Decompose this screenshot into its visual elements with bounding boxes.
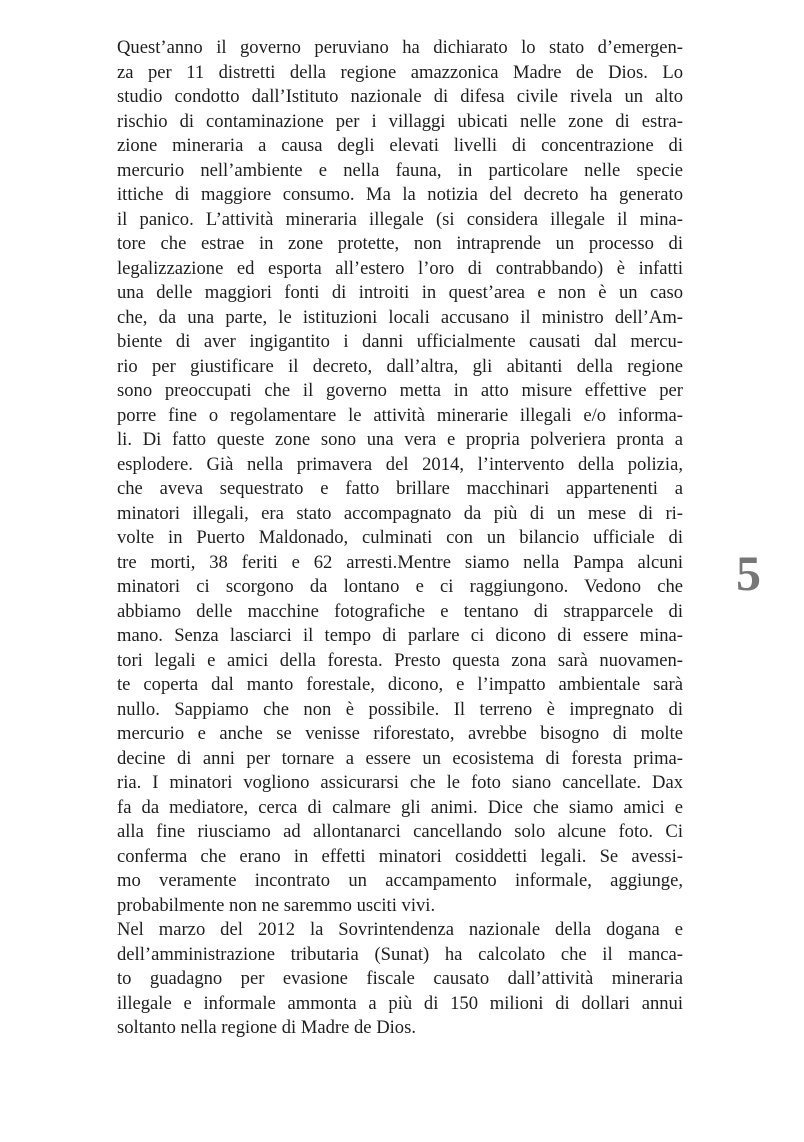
- text-line: una delle maggiori fonti di introiti in quest’area e non è un caso: [117, 282, 683, 303]
- text-line: te coperta dal manto forestale, dicono, e l’impatto ambientale sarà: [117, 674, 683, 695]
- text-line: minatori illegali, era stato accompagnato da più di un mese di ri-: [117, 502, 683, 524]
- text-line: legalizzazione ed esporta all’estero l’oro di contrabbando) è infatti: [117, 257, 683, 279]
- text-line: tre morti, 38 feriti e 62 arresti.Mentre siamo nella Pampa alcuni: [117, 551, 683, 573]
- text-line: il panico. L’attività mineraria illegale (si considera illegale il mina-: [117, 208, 683, 230]
- text-line: rischio di contaminazione per i villaggi ubicati nelle zone di estra-: [117, 110, 683, 132]
- text-line: to guadagno per evasione fiscale causato dall’attività mineraria: [117, 968, 683, 989]
- text-line: probabilmente non ne saremmo usciti vivi.: [117, 894, 436, 916]
- text-line: volte in Puerto Maldonado, culminati con un bilancio ufficiale di: [117, 527, 683, 548]
- text-line: decine di anni per tornare a essere un ecosistema di foresta prima-: [117, 747, 683, 769]
- text-line: za per 11 distretti della regione amazzonica Madre de Dios. Lo: [117, 61, 683, 83]
- text-line: ria. I minatori vogliono assicurarsi che le foto siano cancellate. Dax: [117, 772, 683, 793]
- page-number: 5: [736, 545, 761, 601]
- text-line: mercurio e anche se venisse riforestato, avrebbe bisogno di molte: [117, 723, 683, 744]
- text-line: dell’amministrazione tributaria (Sunat) ha calcolato che il manca-: [117, 943, 683, 965]
- text-line: sono preoccupati che il governo metta in atto misure effettive per: [117, 380, 683, 401]
- text-line: tore che estrae in zone protette, non intraprende un processo di: [117, 233, 683, 254]
- text-line: fa da mediatore, cerca di calmare gli animi. Dice che siamo amici e: [117, 796, 683, 818]
- text-line: alla fine riusciamo ad allontanarci cancellando solo alcune foto. Ci: [117, 821, 683, 842]
- text-line: porre fine o regolamentare le attività minerarie illegali e/o informa-: [117, 404, 683, 426]
- text-line: rio per giustificare il decreto, dall’altra, gli abitanti della regione: [117, 355, 683, 377]
- text-line: abbiamo delle macchine fotografiche e tentano di strapparcele di: [117, 600, 683, 622]
- text-line: minatori ci scorgono da lontano e ci raggiungono. Vedono che: [117, 576, 683, 597]
- text-line: li. Di fatto queste zone sono una vera e propria polveriera pronta a: [117, 429, 683, 450]
- text-line: che, da una parte, le istituzioni locali accusano il ministro dell’Am-: [117, 306, 683, 328]
- text-line: esplodere. Già nella primavera del 2014, l’intervento della polizia,: [117, 453, 683, 475]
- text-line: illegale e informale ammonta a più di 150 milioni di dollari annui: [117, 992, 683, 1014]
- text-line: ittiche di maggiore consumo. Ma la notizia del decreto ha generato: [117, 184, 683, 205]
- text-line: biente di aver ingigantito i danni ufficialmente causati dal mercu-: [117, 331, 683, 352]
- text-line: conferma che erano in effetti minatori cosiddetti legali. Se avessi-: [117, 845, 683, 867]
- text-line: soltanto nella regione di Madre de Dios.: [117, 1017, 416, 1038]
- text-line: nullo. Sappiamo che non è possibile. Il terreno è impregnato di: [117, 698, 683, 720]
- body-text: [117, 36, 683, 1041]
- text-line: mercurio nell’ambiente e nella fauna, in particolare nelle specie: [117, 159, 683, 181]
- text-line: mo veramente incontrato un accampamento informale, aggiunge,: [117, 870, 683, 891]
- text-line: che aveva sequestrato e fatto brillare macchinari appartenenti a: [117, 478, 683, 499]
- text-line: Nel marzo del 2012 la Sovrintendenza nazionale della dogana e: [117, 919, 683, 940]
- text-line: tori legali e amici della foresta. Presto questa zona sarà nuovamen-: [117, 649, 683, 671]
- text-line: mano. Senza lasciarci il tempo di parlare ci dicono di essere mina-: [117, 625, 683, 646]
- text-line: zione mineraria a causa degli elevati livelli di concentrazione di: [117, 135, 683, 156]
- text-line: Quest’anno il governo peruviano ha dichiarato lo stato d’emergen-: [117, 37, 683, 58]
- text-line: studio condotto dall’Istituto nazionale di difesa civile rivela un alto: [117, 86, 683, 107]
